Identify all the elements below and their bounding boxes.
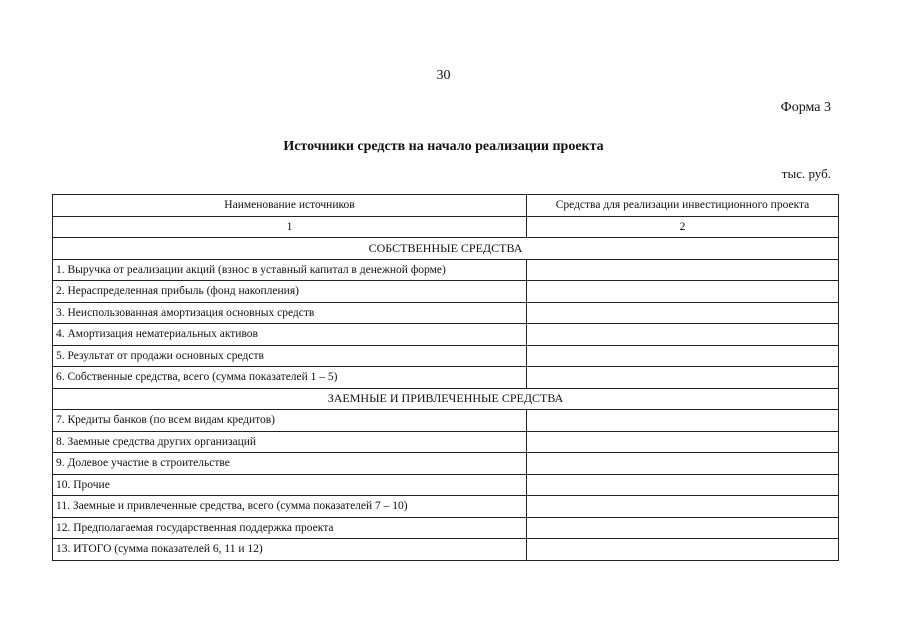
- row-value-cell[interactable]: [527, 410, 839, 432]
- header-sources-name: Наименование источников: [53, 195, 527, 217]
- sources-table: [52, 194, 839, 561]
- table-row: [53, 281, 839, 303]
- row-label: 5. Результат от продажи основных средств: [53, 345, 527, 367]
- row-label: 1. Выручка от реализации акций (взнос в уставный капитал в денежной форме): [53, 259, 527, 281]
- column-number-row: [53, 216, 839, 238]
- section-borrowed-funds: [53, 388, 839, 410]
- table-row: [53, 367, 839, 389]
- row-label: 4. Амортизация нематериальных активов: [53, 324, 527, 346]
- table-row: [53, 324, 839, 346]
- total-value-cell[interactable]: [527, 539, 839, 561]
- row-label: 11. Заемные и привлеченные средства, всего (сумма показателей 7 – 10): [53, 496, 527, 518]
- total-row-label: 13. ИТОГО (сумма показателей 6, 11 и 12): [53, 539, 527, 561]
- section-borrowed-funds-label: ЗАЕМНЫЕ И ПРИВЛЕЧЕННЫЕ СРЕДСТВА: [53, 388, 839, 410]
- table-row: [53, 302, 839, 324]
- row-label: 9. Долевое участие в строительстве: [53, 453, 527, 475]
- page-number: 30: [436, 68, 451, 83]
- row-value-cell[interactable]: [527, 517, 839, 539]
- table-row: [53, 345, 839, 367]
- row-value-cell[interactable]: [527, 367, 839, 389]
- row-value-cell[interactable]: [527, 302, 839, 324]
- row-value-cell[interactable]: [527, 431, 839, 453]
- column-number-1: 1: [53, 216, 527, 238]
- row-label: 2. Нераспределенная прибыль (фонд накопления): [53, 281, 527, 303]
- document-title: Источники средств на начало реализации проекта: [283, 139, 604, 154]
- table-row: [53, 474, 839, 496]
- row-value-cell[interactable]: [527, 453, 839, 475]
- row-value-cell[interactable]: [527, 281, 839, 303]
- table-row: [53, 496, 839, 518]
- table-row: [53, 410, 839, 432]
- header-project-funds: Средства для реализации инвестиционного проекта: [527, 195, 839, 217]
- row-label: 3. Неиспользованная амортизация основных средств: [53, 302, 527, 324]
- total-row: [53, 539, 839, 561]
- row-value-cell[interactable]: [527, 345, 839, 367]
- row-value-cell[interactable]: [527, 496, 839, 518]
- units-label: тыс. руб.: [781, 166, 831, 181]
- row-label: 12. Предполагаемая государственная поддержка проекта: [53, 517, 527, 539]
- table-row: [53, 517, 839, 539]
- table-header-row: [53, 195, 839, 217]
- row-label: 8. Заемные средства других организаций: [53, 431, 527, 453]
- table-row: [53, 453, 839, 475]
- row-label: 7. Кредиты банков (по всем видам кредитов): [53, 410, 527, 432]
- row-value-cell[interactable]: [527, 259, 839, 281]
- section-own-funds: [53, 238, 839, 260]
- table-row: [53, 259, 839, 281]
- column-number-2: 2: [527, 216, 839, 238]
- row-value-cell[interactable]: [527, 324, 839, 346]
- section-own-funds-label: СОБСТВЕННЫЕ СРЕДСТВА: [53, 238, 839, 260]
- row-label: 6. Собственные средства, всего (сумма показателей 1 – 5): [53, 367, 527, 389]
- row-value-cell[interactable]: [527, 474, 839, 496]
- form-label: Форма 3: [780, 100, 831, 115]
- row-label: 10. Прочие: [53, 474, 527, 496]
- table-row: [53, 431, 839, 453]
